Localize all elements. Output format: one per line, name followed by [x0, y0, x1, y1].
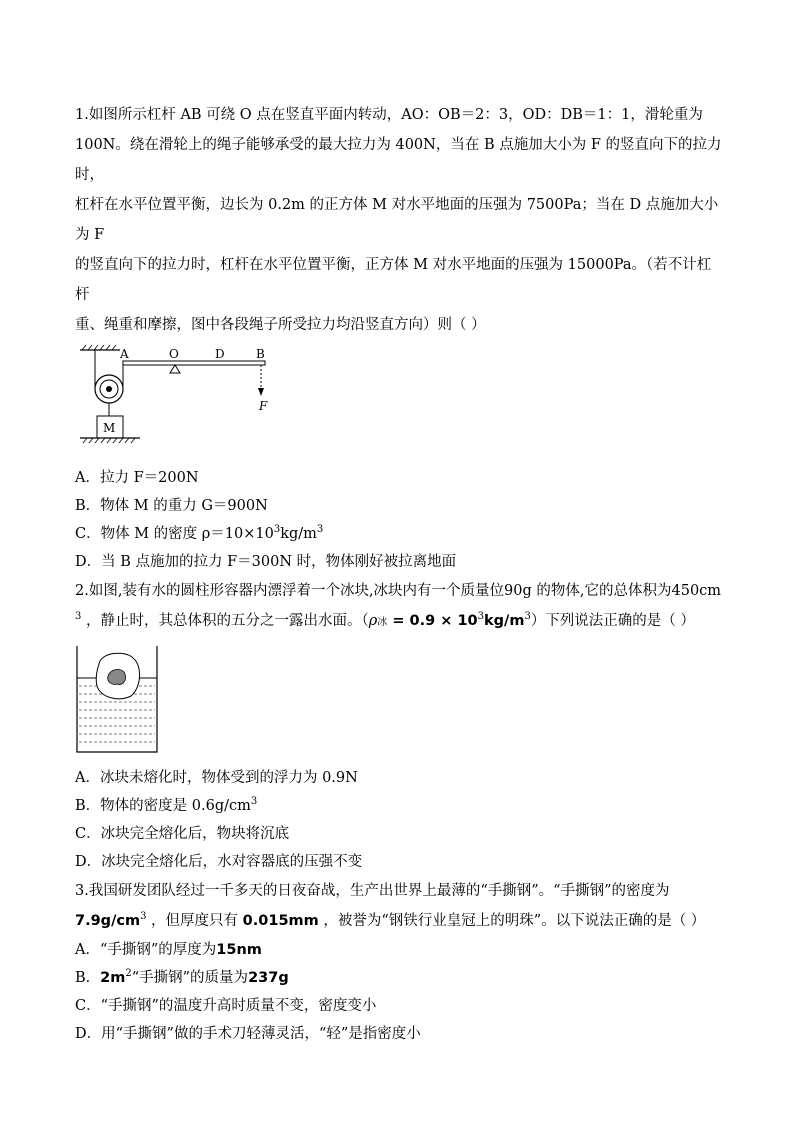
q3-line-1: 3.我国研发团队经过一千多天的日夜奋战，生产出世界上最薄的“手撕钢”。“手撕钢”的密度为	[75, 883, 670, 899]
question-3	[75, 876, 725, 1048]
q3-optb-val2: 237g	[248, 970, 289, 986]
q1-option-b: B．物体 M 的重力 G＝900N	[75, 498, 268, 514]
q2-rho: ρ	[368, 613, 378, 629]
q3-option-b	[75, 964, 725, 992]
q3-line-2-post: ，被誉为“钢铁行业皇冠上的明珠”。以下说法正确的是（ ）	[318, 913, 706, 929]
label-d: D	[215, 347, 225, 361]
lever-pulley-figure	[75, 344, 295, 454]
question-2	[75, 576, 725, 876]
q3-line-2-mid: ，但厚度只有	[146, 913, 243, 929]
q1-line-3: 杠杆在水平位置平衡，边长为 0.2m 的正方体 M 对水平地面的压强为 7500Pa；当在 D 点施加大小为 F	[75, 197, 719, 243]
q1-line-4: 的竖直向下的拉力时，杠杆在水平位置平衡，正方体 M 对水平地面的压强为 15000Pa。（若不计杠杆	[75, 257, 712, 303]
label-m: M	[103, 421, 116, 435]
q2-option-a: A．冰块未熔化时，物体受到的浮力为 0.9N	[75, 770, 358, 786]
q1-optc-text: C．物体 M 的密度 ρ＝10×10	[75, 526, 274, 542]
q2-option-c: C．冰块完全熔化后，物块将沉底	[75, 826, 290, 842]
q2-eq-unit-sup: 3	[524, 611, 531, 623]
q3-line-2	[75, 906, 725, 936]
q2-line-2-text: ，静止时，其总体积的五分之一露出水面。（	[81, 613, 369, 629]
q1-optc-sup: 3	[273, 524, 281, 536]
worksheet	[75, 100, 725, 1048]
q2-line-2	[75, 606, 725, 638]
q3-opta-text: A．“手撕钢”的厚度为	[75, 942, 217, 958]
q1-optc-unit: kg/m	[280, 526, 317, 542]
label-a: A	[120, 347, 129, 361]
q1-option-d: D．当 B 点施加的拉力 F＝300N 时，物体刚好被拉离地面	[75, 554, 457, 570]
q1-option-a: A．拉力 F＝200N	[75, 470, 199, 486]
q2-eq: = 0.9 × 10	[387, 613, 478, 629]
q3-optb-pre: B．	[75, 970, 101, 986]
q1-option-c	[75, 520, 725, 548]
q2-option-b	[75, 792, 725, 820]
q1-line-5: 重、绳重和摩擦，图中各段绳子所受拉力均沿竖直方向）则（ ）	[75, 317, 486, 333]
q3-option-a	[75, 936, 725, 964]
q3-option-c: C．“手撕钢”的温度升高时质量不变，密度变小	[75, 998, 377, 1014]
q1-line-1: 1.如图所示杠杆 AB 可绕 O 点在竖直平面内转动，AO：OB＝2：3，OD：DB＝1：1，滑轮重为	[75, 107, 703, 123]
q2-optb-sup: 3	[250, 796, 258, 808]
q3-option-d: D．用“手撕钢”做的手术刀轻薄灵活，“轻”是指密度小	[75, 1026, 421, 1042]
q2-eq-sup: 3	[477, 611, 484, 623]
q2-line-1: 2.如图,装有水的圆柱形容器内漂浮着一个冰块,冰块内有一个质量位90g 的物体,它的总体积为450cm	[75, 583, 722, 599]
q3-optb-val: 2m	[100, 970, 126, 986]
q3-density: 7.9g/cm	[75, 913, 141, 929]
q2-optb-text: B．物体的密度是 0.6g/cm	[75, 798, 251, 814]
q3-opta-val: 15nm	[216, 942, 262, 958]
q1-line-2: 100N。绕在滑轮上的绳子能够承受的最大拉力为 400N，当在 B 点施加大小为 F 的竖直向下的拉力时，	[75, 137, 722, 183]
q2-rho-sub: 冰	[377, 617, 388, 628]
label-f: F	[259, 399, 268, 413]
ice-container-figure	[75, 644, 175, 754]
question-1	[75, 100, 725, 576]
q2-eq-unit: kg/m	[484, 613, 525, 629]
q2-cm-sup: 3	[75, 611, 82, 623]
label-b: B	[256, 347, 265, 361]
q1-optc-unit-sup: 3	[316, 524, 324, 536]
q2-line-2-post: ）下列说法正确的是（ ）	[530, 613, 695, 629]
q3-optb-mid: “手撕钢”的质量为	[131, 970, 249, 986]
q3-thickness: 0.015mm	[242, 913, 319, 929]
label-o: O	[169, 347, 179, 361]
q3-optb-sup: 2	[125, 968, 132, 980]
q2-option-d: D．冰块完全熔化后，水对容器底的压强不变	[75, 854, 363, 870]
q3-density-sup: 3	[140, 911, 147, 923]
